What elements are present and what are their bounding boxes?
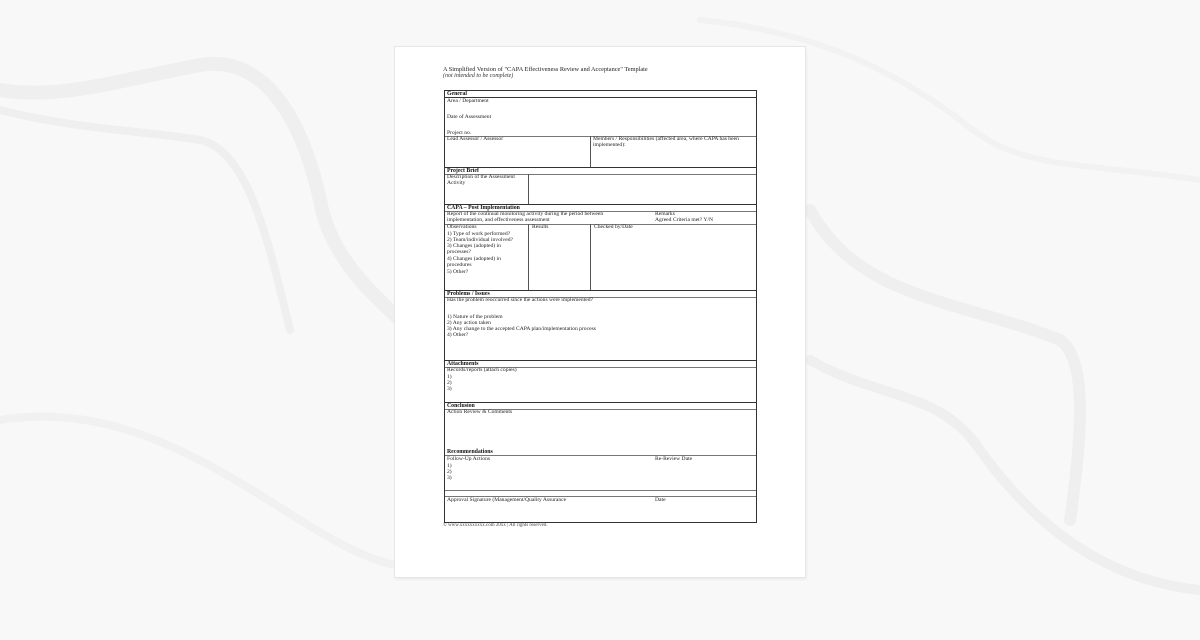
remarks-label: Remarks <box>655 211 675 217</box>
divider <box>445 455 756 456</box>
problem-item: 4) Other? <box>447 332 469 338</box>
action-review-field[interactable] <box>445 416 756 446</box>
monitoring-report-label: Report of the continual monitoring activity during the period between implementation, and effectiveness assessment <box>447 211 604 224</box>
section-header-recommendations: Recommendations <box>447 449 493 455</box>
capa-form-table <box>444 90 757 523</box>
problem-item: 2) Any action taken <box>447 320 491 326</box>
divider <box>445 402 756 403</box>
problem-recurrence-question: Has the problem reoccurred since the actions were implemented? <box>447 297 593 303</box>
checked-by-date-label: Checked by/Date <box>594 224 633 230</box>
attachments-field[interactable] <box>445 374 756 401</box>
follow-up-item: 1) <box>447 463 452 469</box>
section-header-attachments: Attachments <box>447 361 479 367</box>
section-header-general: General <box>447 91 467 97</box>
section-header-capa: CAPA – Post Implementation <box>447 205 520 211</box>
follow-up-actions-field[interactable] <box>445 463 650 489</box>
observation-item: 3) Changes (adopted) in processes? <box>447 243 501 256</box>
approval-date-label: Date <box>655 497 666 503</box>
follow-up-actions-label: Follow-Up Actions <box>447 456 491 462</box>
members-responsibilities-label: Members / Responsibilities (affected area, where CAPA has been implemented): <box>593 136 739 149</box>
date-of-assessment-field[interactable] <box>445 114 756 128</box>
attachment-item: 2) <box>447 380 452 386</box>
records-reports-label: Records/reports (attach copies) <box>447 367 517 373</box>
observation-item: 1) Type of work performed? <box>447 231 511 237</box>
table-border-top <box>445 90 756 91</box>
checked-by-date-field[interactable] <box>591 231 756 289</box>
re-review-date-label: Re-Review Date <box>655 456 693 462</box>
approval-date-field[interactable] <box>653 504 756 521</box>
approval-signature-field[interactable] <box>445 504 650 521</box>
attachment-item: 1) <box>447 374 452 380</box>
section-header-project-brief: Project Brief <box>447 168 479 174</box>
re-review-date-field[interactable] <box>653 463 756 489</box>
document-subtitle: (not intended to be complete) <box>443 73 514 79</box>
assessment-description-label: Description of the Assessment Activity <box>447 174 515 187</box>
divider <box>445 290 756 291</box>
members-responsibilities-field[interactable] <box>591 148 756 166</box>
lead-assessor-field[interactable] <box>445 136 590 166</box>
project-no-label: Project no. <box>447 130 472 136</box>
observation-item: 4) Changes (adopted) in procedures <box>447 256 501 269</box>
assessment-description-field[interactable] <box>529 175 756 203</box>
attachment-item: 3) <box>447 386 452 392</box>
document-page <box>395 47 805 577</box>
follow-up-item: 3) <box>447 475 452 481</box>
observation-item: 5) Other? <box>447 269 469 275</box>
date-of-assessment-label: Date of Assessment <box>447 114 492 120</box>
problem-item: 1) Nature of the problem <box>447 314 503 320</box>
observation-item: 2) Team/individual involved? <box>447 237 513 243</box>
lead-assessor-label: Lead Assessor / Assessor <box>447 136 504 142</box>
observations-label: Observations <box>447 224 477 230</box>
divider <box>445 360 756 361</box>
results-label: Results <box>532 224 549 230</box>
follow-up-item: 2) <box>447 469 452 475</box>
action-review-label: Action Review & Comments <box>447 409 513 415</box>
problems-field[interactable] <box>445 304 756 359</box>
copyright-footer: © www.xxxxxxxxxx.com 20xx | All rights reserved. <box>443 523 548 528</box>
area-department-field[interactable] <box>445 98 756 112</box>
divider <box>445 167 756 168</box>
area-department-label: Area / Department <box>447 98 489 104</box>
criteria-met-label: Agreed Criteria met? Y/N <box>655 217 714 223</box>
document-title: A Simplified Version of "CAPA Effectiveness Review and Acceptance" Template <box>443 66 648 73</box>
section-header-conclusion: Conclusion <box>447 403 475 409</box>
results-field[interactable] <box>529 231 590 289</box>
problem-item: 3) Any change to the accepted CAPA plan/implementation process <box>447 326 596 332</box>
approval-signature-label: Approval Signature (Management/Quality Assurance <box>447 497 567 503</box>
divider <box>445 490 756 491</box>
section-header-problems: Problems / Issues <box>447 291 490 297</box>
